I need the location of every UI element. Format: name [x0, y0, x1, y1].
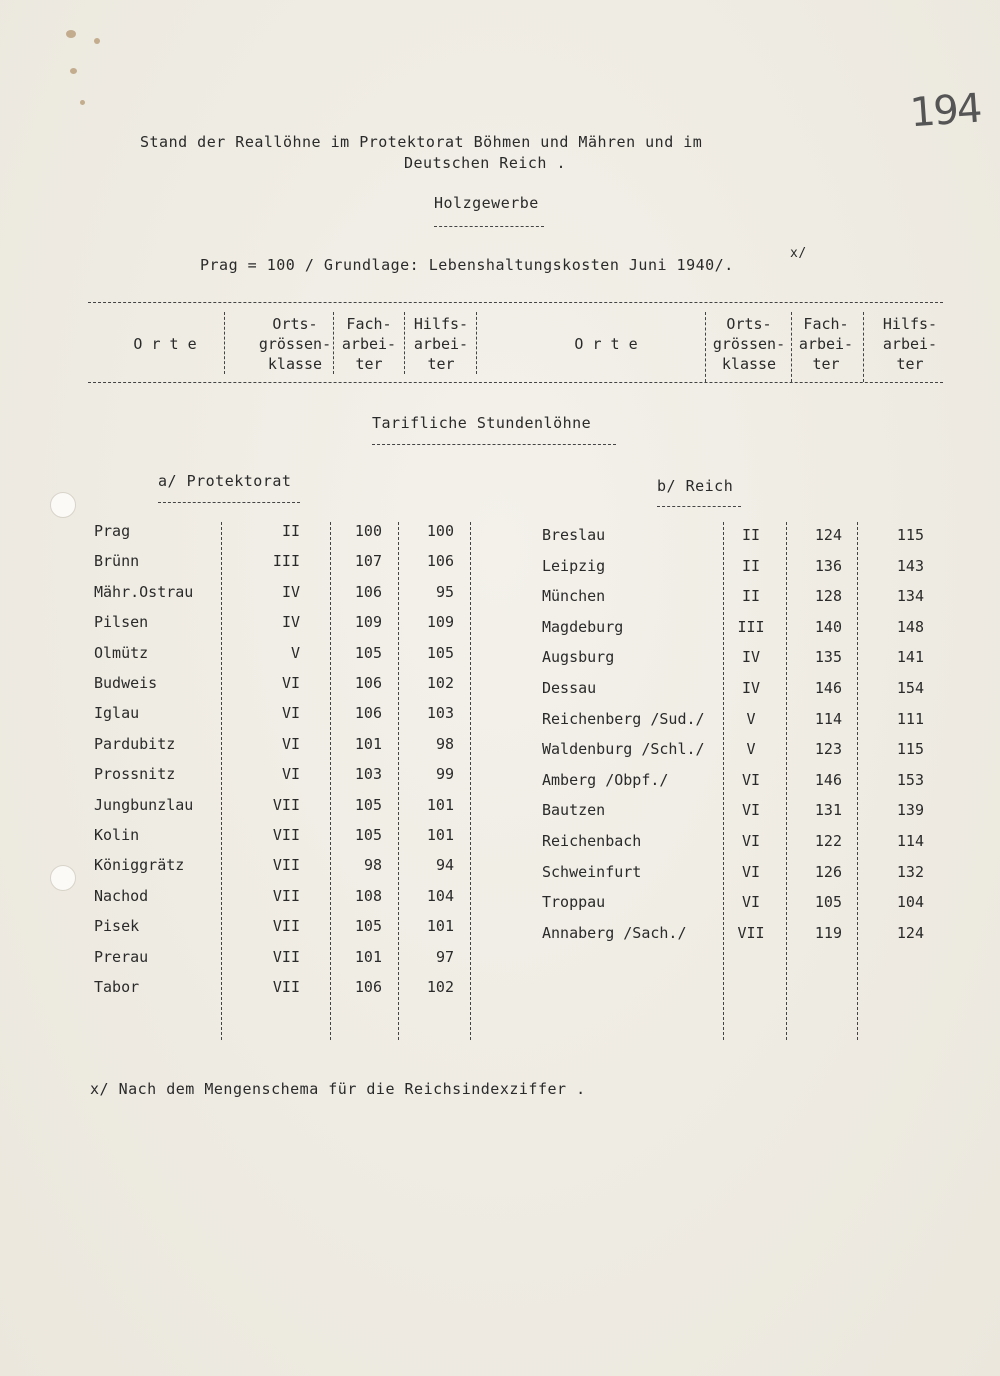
- table-cell-klasse: VI: [741, 801, 761, 820]
- table-cell-fach: 122: [814, 832, 842, 850]
- header-divider: [476, 312, 477, 374]
- right-group-title: b/ Reich: [657, 477, 734, 495]
- header-fach-3: ter: [812, 355, 840, 373]
- header-ortsgroessen-3: klasse: [267, 355, 323, 373]
- header-ortsgroessen-2: grössen-: [712, 335, 786, 353]
- table-cell-hilfs: 115: [896, 740, 924, 759]
- table-cell-hilfs: 94: [435, 856, 454, 875]
- table-cell-ort: Reichenberg /Sud./: [542, 709, 705, 728]
- header-hilfs-3: ter: [896, 355, 924, 373]
- table-cell-ort: Dessau: [542, 679, 597, 697]
- table-cell-fach: 123: [814, 740, 842, 759]
- stain-mark: [80, 100, 85, 105]
- table-cell-fach: 124: [814, 526, 842, 544]
- table-cell-klasse: II: [741, 587, 761, 606]
- column-divider: [857, 522, 858, 1040]
- left-group-title: a/ Protektorat: [158, 472, 292, 490]
- table-cell-ort: Leipzig: [542, 556, 606, 575]
- table-cell-klasse: VI: [281, 734, 300, 753]
- table-cell-klasse: VII: [272, 947, 300, 966]
- table-cell-hilfs: 148: [896, 617, 924, 636]
- table-cell-fach: 114: [814, 709, 842, 728]
- table-cell-ort: Waldenburg /Schl./: [542, 740, 705, 759]
- header-divider: [863, 312, 864, 382]
- table-cell-ort: Brünn: [94, 552, 140, 571]
- header-divider: [333, 312, 334, 374]
- table-cell-klasse: VII: [272, 795, 300, 814]
- table-cell-klasse: VII: [737, 923, 765, 942]
- header-hilfs-3: ter: [427, 355, 455, 373]
- table-cell-hilfs: 154: [896, 679, 924, 697]
- table-cell-fach: 108: [354, 886, 382, 905]
- table-cell-hilfs: 102: [426, 978, 454, 996]
- header-ortsgroessen-1: Orts-: [272, 315, 318, 333]
- title-line-1: Stand der Reallöhne im Protektorat Böhmen und Mähren und im: [140, 133, 703, 151]
- table-cell-ort: Königgrätz: [94, 856, 185, 875]
- table-cell-fach: 100: [354, 522, 382, 540]
- table-cell-hilfs: 101: [426, 826, 454, 844]
- table-cell-klasse: III: [737, 617, 765, 636]
- table-cell-klasse: VI: [741, 832, 761, 850]
- table-cell-ort: Amberg /Obpf./: [542, 770, 669, 789]
- table-cell-hilfs: 134: [896, 587, 924, 606]
- table-cell-fach: 109: [354, 613, 382, 632]
- basis-footnote-mark: x/: [790, 246, 807, 261]
- table-cell-hilfs: 95: [435, 582, 454, 601]
- header-fach-1: Fach-: [346, 315, 392, 333]
- header-ortsgroessen-1: Orts-: [726, 315, 772, 333]
- table-cell-klasse: VI: [741, 770, 761, 789]
- right-group-underline: [657, 506, 741, 507]
- table-cell-klasse: II: [741, 526, 761, 544]
- table-cell-hilfs: 153: [896, 770, 924, 789]
- header-fach-1: Fach-: [803, 315, 849, 333]
- stain-mark: [66, 30, 76, 38]
- header-divider: [224, 312, 225, 374]
- table-cell-klasse: VII: [272, 978, 300, 996]
- table-cell-fach: 103: [354, 765, 382, 784]
- table-cell-ort: Breslau: [542, 526, 606, 544]
- handwritten-page-number: 194: [908, 85, 982, 137]
- table-cell-ort: Prag: [94, 522, 131, 540]
- header-divider: [705, 312, 706, 382]
- column-divider: [470, 522, 471, 1040]
- table-cell-ort: Reichenbach: [542, 832, 642, 850]
- table-cell-hilfs: 100: [426, 522, 454, 540]
- table-cell-fach: 98: [363, 856, 382, 875]
- table-cell-fach: 119: [814, 923, 842, 942]
- section-title-underline: [372, 444, 616, 445]
- header-fach-2: arbei-: [798, 335, 854, 353]
- column-divider: [723, 522, 724, 1040]
- header-hilfs-1: Hilfs-: [882, 315, 938, 333]
- table-cell-hilfs: 104: [896, 893, 924, 912]
- table-cell-ort: Pilsen: [94, 613, 149, 632]
- left-group-underline: [158, 502, 300, 503]
- table-cell-fach: 105: [354, 643, 382, 662]
- table-cell-hilfs: 115: [896, 526, 924, 544]
- table-cell-fach: 140: [814, 617, 842, 636]
- table-cell-ort: Tabor: [94, 978, 140, 996]
- table-cell-hilfs: 111: [896, 709, 924, 728]
- header-hilfs-2: arbei-: [413, 335, 469, 353]
- header-bottom-rule: [88, 382, 943, 383]
- table-cell-klasse: V: [746, 740, 756, 759]
- table-cell-fach: 105: [354, 795, 382, 814]
- table-cell-fach: 131: [814, 801, 842, 820]
- table-cell-ort: Pisek: [94, 917, 140, 936]
- table-cell-ort: Annaberg /Sach./: [542, 923, 687, 942]
- footnote: x/ Nach dem Mengenschema für die Reichsindexziffer .: [90, 1080, 586, 1098]
- table-cell-ort: Schweinfurt: [542, 862, 642, 881]
- header-top-rule: [88, 302, 943, 303]
- table-cell-ort: Troppau: [542, 893, 606, 912]
- table-cell-ort: Mähr.Ostrau: [94, 582, 194, 601]
- header-fach-3: ter: [355, 355, 383, 373]
- table-cell-ort: Prossnitz: [94, 765, 176, 784]
- table-cell-hilfs: 98: [435, 734, 454, 753]
- table-cell-hilfs: 97: [435, 947, 454, 966]
- table-cell-fach: 106: [354, 582, 382, 601]
- table-cell-hilfs: 101: [426, 917, 454, 936]
- table-cell-klasse: IV: [281, 582, 300, 601]
- header-divider: [791, 312, 792, 382]
- table-cell-fach: 135: [814, 648, 842, 667]
- table-cell-klasse: II: [741, 556, 761, 575]
- table-cell-ort: Nachod: [94, 886, 149, 905]
- table-cell-hilfs: 114: [896, 832, 924, 850]
- table-cell-hilfs: 124: [896, 923, 924, 942]
- table-cell-hilfs: 103: [426, 704, 454, 723]
- stain-mark: [94, 38, 100, 44]
- table-cell-fach: 146: [814, 770, 842, 789]
- column-divider: [221, 522, 222, 1040]
- table-cell-fach: 107: [354, 552, 382, 571]
- table-cell-fach: 106: [354, 978, 382, 996]
- table-cell-fach: 126: [814, 862, 842, 881]
- table-cell-klasse: VI: [281, 704, 300, 723]
- column-divider: [330, 522, 331, 1040]
- title-line-2: Deutschen Reich .: [404, 154, 567, 172]
- table-cell-ort: Jungbunzlau: [94, 795, 194, 814]
- table-cell-fach: 136: [814, 556, 842, 575]
- table-cell-klasse: VI: [741, 893, 761, 912]
- header-divider: [404, 312, 405, 374]
- table-cell-klasse: VII: [272, 826, 300, 844]
- table-cell-klasse: VII: [272, 917, 300, 936]
- table-cell-klasse: VI: [741, 862, 761, 881]
- header-orte-left: O r t e: [133, 335, 197, 353]
- header-ortsgroessen-3: klasse: [721, 355, 777, 373]
- table-cell-fach: 101: [354, 947, 382, 966]
- table-cell-klasse: IV: [741, 648, 761, 667]
- header-hilfs-1: Hilfs-: [413, 315, 469, 333]
- basis-line: Prag = 100 / Grundlage: Lebenshaltungskosten Juni 1940/.: [200, 256, 734, 274]
- table-cell-fach: 106: [354, 674, 382, 692]
- header-orte-right: O r t e: [574, 335, 638, 353]
- table-cell-hilfs: 106: [426, 552, 454, 571]
- table-cell-klasse: III: [272, 552, 300, 571]
- table-cell-hilfs: 105: [426, 643, 454, 662]
- table-cell-klasse: II: [281, 522, 300, 540]
- table-cell-ort: Pardubitz: [94, 734, 176, 753]
- table-cell-hilfs: 99: [435, 765, 454, 784]
- column-divider: [786, 522, 787, 1040]
- table-cell-klasse: VII: [272, 886, 300, 905]
- table-cell-klasse: V: [290, 643, 300, 662]
- punch-hole: [50, 492, 76, 518]
- table-cell-fach: 105: [814, 893, 842, 912]
- industry-underline: [434, 226, 544, 227]
- table-cell-fach: 105: [354, 917, 382, 936]
- punch-hole: [50, 865, 76, 891]
- header-hilfs-2: arbei-: [882, 335, 938, 353]
- table-cell-klasse: VI: [281, 674, 300, 692]
- table-cell-hilfs: 143: [896, 556, 924, 575]
- stain-mark: [70, 68, 77, 74]
- table-cell-fach: 146: [814, 679, 842, 697]
- industry-heading: Holzgewerbe: [434, 194, 539, 212]
- table-cell-hilfs: 101: [426, 795, 454, 814]
- table-cell-hilfs: 109: [426, 613, 454, 632]
- table-cell-ort: Budweis: [94, 674, 158, 692]
- table-cell-klasse: VII: [272, 856, 300, 875]
- table-cell-hilfs: 104: [426, 886, 454, 905]
- table-cell-ort: Prerau: [94, 947, 149, 966]
- table-cell-klasse: VI: [281, 765, 300, 784]
- table-cell-fach: 128: [814, 587, 842, 606]
- table-cell-klasse: V: [746, 709, 756, 728]
- table-cell-hilfs: 132: [896, 862, 924, 881]
- table-cell-ort: Kolin: [94, 826, 140, 844]
- header-ortsgroessen-2: grössen-: [258, 335, 332, 353]
- column-divider: [398, 522, 399, 1040]
- header-fach-2: arbei-: [341, 335, 397, 353]
- table-cell-ort: Olmütz: [94, 643, 149, 662]
- table-cell-klasse: IV: [281, 613, 300, 632]
- table-cell-klasse: IV: [741, 679, 761, 697]
- table-cell-ort: Bautzen: [542, 801, 606, 820]
- table-cell-ort: München: [542, 587, 606, 606]
- table-cell-ort: Augsburg: [542, 648, 615, 667]
- section-title: Tarifliche Stundenlöhne: [372, 414, 592, 432]
- table-cell-hilfs: 139: [896, 801, 924, 820]
- table-cell-ort: Iglau: [94, 704, 140, 723]
- table-cell-ort: Magdeburg: [542, 617, 624, 636]
- table-cell-fach: 101: [354, 734, 382, 753]
- table-cell-fach: 106: [354, 704, 382, 723]
- table-cell-hilfs: 141: [896, 648, 924, 667]
- table-cell-fach: 105: [354, 826, 382, 844]
- table-cell-hilfs: 102: [426, 674, 454, 692]
